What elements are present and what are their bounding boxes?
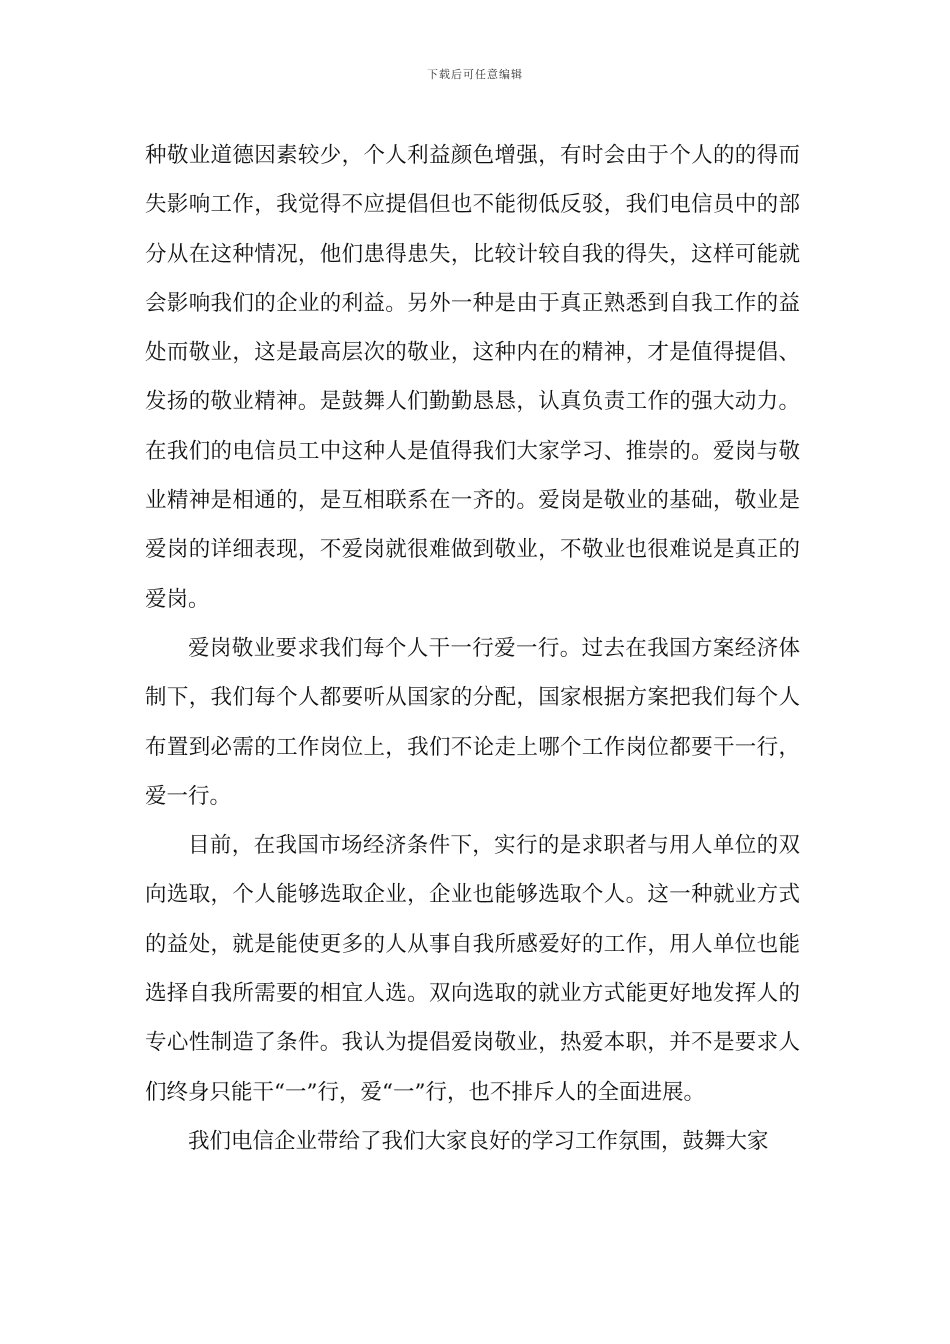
page-header: 下载后可任意编辑 bbox=[427, 68, 523, 81]
document-body bbox=[145, 131, 800, 1166]
paragraph-1: 种敬业道德因素较少，个人利益颜色增强，有时会由于个人的的得而失影响工作，我觉得不应提倡但也不能彻低反驳，我们电信员中的部分从在这种情况，他们患得患失，比较计较自我的得失，这样可能就会影响我们的企业的利益。另外一种是由于真正熟悉到自我工作的益处而敬业，这是最高层次的敬业，这种内在的精神，才是值得提倡、发扬的敬业精神。是鼓舞人们勤勤恳恳，认真负责工作的强大动力。在我们的电信员工中这种人是值得我们大家学习、推崇的。爱岗与敬业精神是相通的，是互相联系在一齐的。爱岗是敬业的基础，敬业是爱岗的详细表现，不爱岗就很难做到敬业，不敬业也很难说是真正的爱岗。 bbox=[145, 143, 800, 612]
paragraph-3: 目前，在我国市场经济条件下，实行的是求职者与用人单位的双向选取，个人能够选取企业，企业也能够选取个人。这一种就业方式的益处，就是能使更多的人从事自我所感爱好的工作，用人单位也能选择自我所需要的相宜人选。双向选取的就业方式能更好地发挥人的专心性制造了条件。我认为提倡爱岗敬业，热爱本职，并不是要求人们终身只能干“一”行，爱“一”行，也不排斥人的全面进展。 bbox=[145, 833, 800, 1105]
paragraph-4: 我们电信企业带给了我们大家良好的学习工作氛围，鼓舞大家 bbox=[188, 1128, 769, 1154]
paragraph-2: 爱岗敬业要求我们每个人干一行爱一行。过去在我国方案经济体制下，我们每个人都要听从国家的分配，国家根据方案把我们每个人布置到必需的工作岗位上，我们不论走上哪个工作岗位都要干一行，爱一行。 bbox=[145, 635, 800, 809]
